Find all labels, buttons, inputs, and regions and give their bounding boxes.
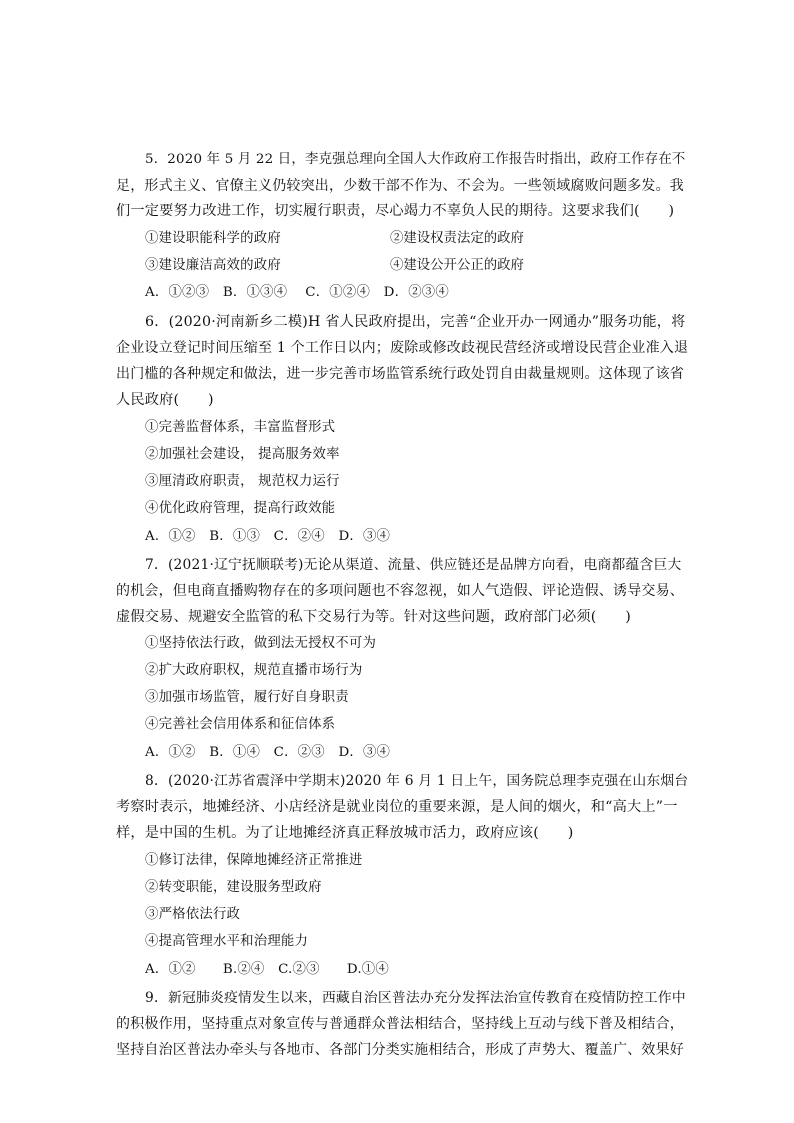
q6-line-4: 人民政府( ): [116, 392, 214, 408]
q5-line-2: 足，形式主义、官僚主义仍较突出，少数干部不作为、不会为。一些领域腐败问题多发。我: [116, 178, 684, 194]
q8-answer-choices: A．①② B.②④ C.②③ D.①④: [145, 962, 389, 977]
q7-line-2: 的机会，但电商直播购物存在的多项问题也不容忽视，如人气造假、评论造假、诱导交易、: [116, 583, 684, 599]
q8-option-4: ④提高管理水平和治理能力: [145, 934, 309, 949]
q9-line-2: 的积极作用，坚持重点对象宣传与普通群众普法相结合，坚持线上互动与线下普及相结合，: [116, 1016, 684, 1032]
q5-line-3: 们一定要努力改进工作，切实履行职责，尽心竭力不辜负人民的期待。这要求我们( ): [116, 203, 675, 219]
q8-line-3: 样，是中国的生机。为了让地摊经济真正释放城市活力，政府应该( ): [116, 825, 574, 841]
q6-option-2: ②加强社会建设， 提高服务效率: [145, 447, 340, 462]
q5-answer-choices: A．①②③ B．①③④ C．①②④ D．②③④: [145, 285, 449, 300]
q7-option-2: ②扩大政府职权，规范直播市场行为: [145, 663, 363, 678]
q6-option-3: ③厘清政府职责， 规范权力运行: [145, 474, 340, 489]
q5-line-1: 5．2020 年 5 月 22 日，李克强总理向全国人大作政府工作报告时指出，政府工作存在不: [145, 152, 686, 167]
q5-option-3: ③建设廉洁高效的政府: [145, 258, 281, 273]
q5-option-1: ①建设职能科学的政府: [145, 231, 281, 246]
q8-option-1: ①修订法律，保障地摊经济正常推进: [145, 853, 363, 868]
q7-option-4: ④完善社会信用体系和征信体系: [145, 717, 336, 732]
q8-option-3: ③严格依法行政: [145, 907, 241, 922]
q6-option-1: ①完善监督体系，丰富监督形式: [145, 420, 336, 435]
q5-option-4: ④建设公开公正的政府: [390, 258, 524, 273]
q8-line-1: 8．(2020·江苏省震泽中学期末)2020 年 6 月 1 日上午，国务院总理李克强在山东烟台: [145, 773, 689, 789]
q6-line-2: 企业设立登记时间压缩至 1 个工作日以内；废除或修改歧视民营经济或增设民营企业准入退: [116, 340, 689, 356]
q9-line-3: 坚持自治区普法办牵头与各地市、各部门分类实施相结合，形成了声势大、覆盖广、效果好: [116, 1042, 684, 1058]
q9-line-1: 9．新冠肺炎疫情发生以来，西藏自治区普法办充分发挥法治宣传教育在疫情防控工作中: [145, 990, 686, 1006]
q7-answer-choices: A．①② B．①④ C．②③ D．③④: [145, 745, 391, 760]
q6-answer-choices: A．①② B．①③ C．②④ D．③④: [145, 529, 391, 544]
q6-option-4: ④优化政府管理，提高行政效能: [145, 501, 336, 516]
q5-option-2: ②建设权责法定的政府: [390, 231, 524, 246]
q7-line-3: 虚假交易、规避安全监管的私下交易行为等。针对这些问题，政府部门必须( ): [116, 609, 632, 625]
q8-option-2: ②转变职能，建设服务型政府: [145, 880, 322, 895]
q8-line-2: 考察时表示，地摊经济、小店经济是就业岗位的重要来源，是人间的烟火，和“高大上”一: [116, 799, 678, 815]
q7-option-1: ①坚持依法行政，做到法无授权不可为: [145, 636, 377, 651]
q6-line-3: 出门槛的各种规定和做法，进一步完善市场监管系统行政处罚自由裁量规则。这体现了该省: [116, 366, 684, 382]
q7-option-3: ③加强市场监管，履行好自身职责: [145, 690, 349, 705]
q7-line-1: 7．(2021·辽宁抚顺联考)无论从渠道、流量、供应链还是品牌方向看，电商都蕴含巨大: [145, 557, 682, 573]
q6-line-1: 6．(2020·河南新乡二模)H 省人民政府提出，完善“企业开办一网通办”服务功能，将: [145, 314, 686, 330]
